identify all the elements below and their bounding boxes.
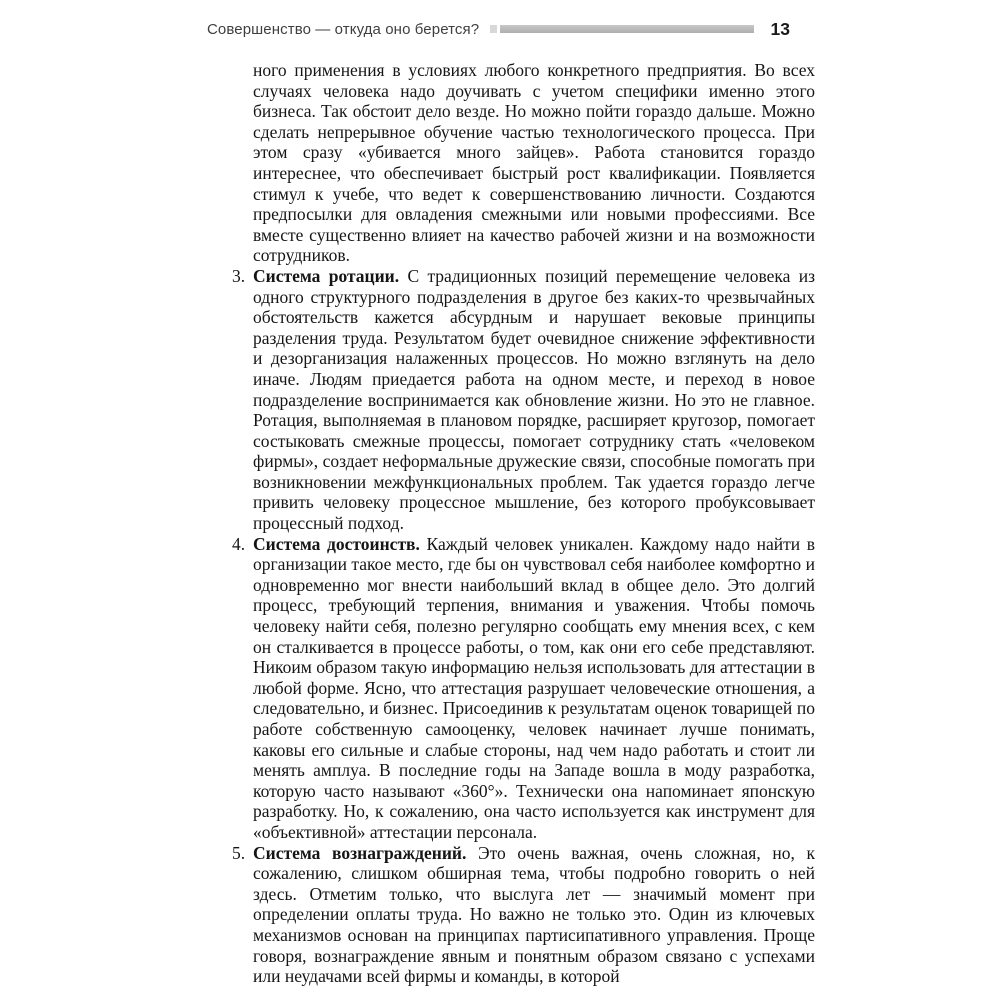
header-rule [490,25,753,33]
list-item-heading: Система вознаграждений. [253,842,467,863]
list-item-paragraph [253,843,815,987]
page-header [207,20,790,38]
page-number: 13 [770,18,790,39]
list-item-text: Каждый человек уникален. Каждому надо найти в организации такое место, где бы он чувствовал себя наиболее комфортно и одновременно мог внести наибольший вклад в общее дело. Это долгий процесс, требующий терпения, внимания и уважения. Чтобы помочь человеку найти себя, полезно регулярно сообщать ему мнения всех, с кем он сталкивается в процессе работы, о том, как они его себе представляют. Никоим образом такую информацию нельзя использовать для аттестации в любой форме. Ясно, что аттестация разрушает человеческие отношения, а следовательно, и бизнес. Присоединив к результатам оценок товарищей по работе собственную самооценку, человек начинает лучше понимать, каковы его сильные и слабые стороны, над чем надо работать и стоит ли менять амплуа. В последние годы на Западе вошла в моду разработка, которую часто называют «360°». Технически она напоминает японскую разработку. Но, к сожалению, она часто используется как инструмент для «объективной» аттестации персонала. [253,533,815,842]
list-item-paragraph [253,534,815,843]
list-item-3 [232,265,816,534]
header-rule-cap [490,25,497,33]
list-item-5 [232,842,816,987]
running-head-title: Совершенство — откуда оно берется? [207,20,480,38]
list-item-number: 3. [232,265,246,286]
list-item-text: С традиционных позиций перемещение человека из одного структурного подразделения в другое без каких-то чрезвычайных обстоятельств кажется абсурдным и нарушает вековые принципы разделения труда. Результатом будет очевидное снижение эффективности и дезорганизация налаженных процессов. Но можно взглянуть на дело иначе. Людям приедается работа на одном месте, и переход в новое подразделение воспринимается как обновление жизни. Но это не главное. Ротация, выполняемая в плановом порядке, расширяет кругозор, помогает состыковать смежные процессы, помогает сотруднику стать «человеком фирмы», создает неформальные дружеские связи, способные помогать при возникновении межфункциональных проблем. Так удается гораздо легче привить человеку процессное мышление, без которого пробуксовывает процессный подход. [253,265,816,534]
list-item-4 [232,533,815,843]
page-body [232,60,816,987]
list-item-heading: Система ротации. [253,265,400,286]
list-item-text: Это очень важная, очень сложная, но, к сожалению, слишком обширная тема, чтобы подробно говорить о ней здесь. Отметим только, что выслуга лет — значимый момент при определении оплаты труда. Но важно не только это. Один из ключевых механизмов основан на принципах партисипативного управления. Проще говоря, вознаграждение явным и понятным образом связано с успехами или неудачами всей фирмы и команды, в которой [253,842,816,987]
list-item-number: 5. [232,842,246,863]
paragraph-continuation: ного применения в условиях любого конкретного предприятия. Во всех случаях человека надо доучивать с учетом специфики именно этого бизнеса. Так обстоит дело везде. Но можно пойти гораздо дальше. Можно сделать непрерывное обучение частью технологического процесса. При этом сразу «убивается много зайцев». Работа становится гораздо интереснее, что обеспечивает быстрый рост квалификации. Появляется стимул к учебе, что ведет к совершенствованию личности. Создаются предпосылки для овладения смежными или новыми профессиями. Все вместе существенно влияет на качество рабочей жизни и на возможности сотрудников. [253,60,815,266]
header-rule-bar [500,25,753,33]
list-item-heading: Система достоинств. [253,533,420,554]
list-item-number: 4. [232,533,246,554]
list-item-paragraph [253,266,815,534]
